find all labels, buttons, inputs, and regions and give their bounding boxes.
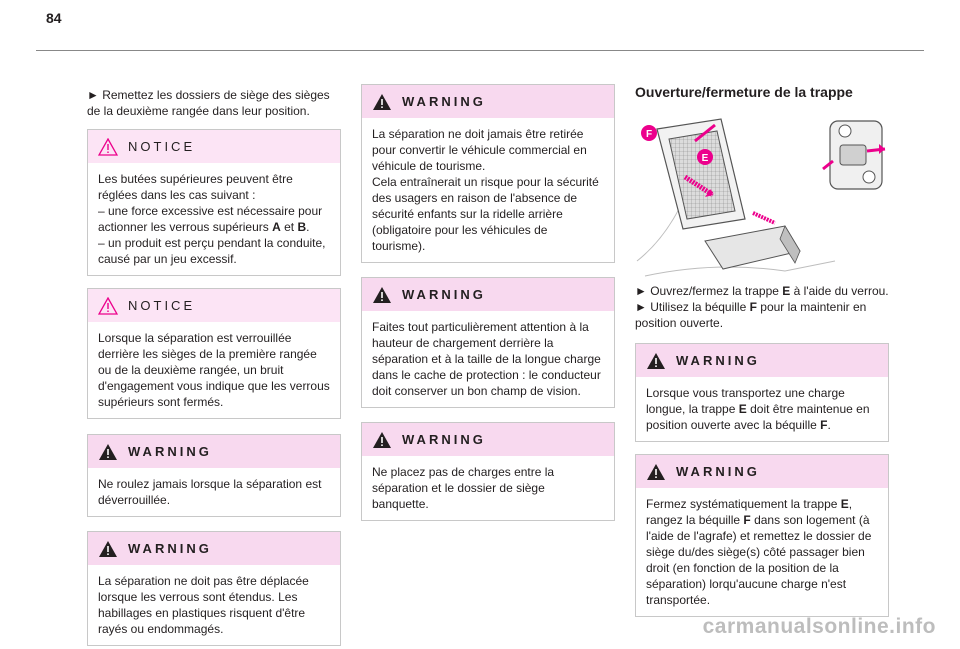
- notice-body: [88, 322, 340, 418]
- warning-title: WARNING: [402, 432, 486, 447]
- warning-triangle-icon: [98, 540, 118, 558]
- header-rule: [36, 50, 924, 51]
- steps: [635, 283, 889, 617]
- warning-body: [88, 468, 340, 516]
- notice-text: – une force excessive est nécessaire pour actionner les verrous supérieurs A et B.: [98, 204, 323, 234]
- callout-e: E: [701, 153, 709, 164]
- step-1: ► Ouvrez/fermez la trappe E à l'aide du verrou.: [635, 284, 889, 298]
- warning-triangle-icon: [646, 352, 666, 370]
- warning-body: [636, 377, 888, 441]
- notice-box-1: [87, 129, 341, 276]
- section-heading: Ouverture/fermeture de la trappe: [635, 84, 853, 100]
- step-2: ► Utilisez la béquille F pour la maintenir en position ouverte.: [635, 300, 867, 330]
- hatch-illustration: [635, 111, 889, 281]
- warning-title: WARNING: [402, 94, 486, 109]
- warning-header: [636, 455, 888, 488]
- notice-header: [88, 130, 340, 163]
- warning-box-1: [87, 434, 341, 517]
- column-3: [635, 84, 889, 607]
- callout-f: F: [645, 129, 653, 140]
- warning-triangle-icon: [372, 286, 392, 304]
- warning-body: [88, 565, 340, 645]
- intro-step: ► Remettez les dossiers de siège des sièges de la deuxième rangée dans leur position.: [87, 88, 330, 118]
- warning-title: WARNING: [676, 353, 760, 368]
- warning-header: [362, 85, 614, 118]
- warning-header: [88, 435, 340, 468]
- warning-body: [362, 456, 614, 520]
- warning-triangle-icon: [98, 443, 118, 461]
- warning-text: Lorsque vous transportez une charge longue, la trappe E doit être maintenue en position ouverte avec la béquille F.: [646, 386, 870, 432]
- warning-text: Ne placez pas de charges entre la séparation et le dossier de siège banquette.: [372, 465, 555, 511]
- caution-triangle-icon: [98, 297, 118, 315]
- warning-text: Fermez systématiquement la trappe E, rangez la béquille F dans son logement (à l'aide de l'agrafe) et remettez le dossier de siège du/des siège(s) côté passager bien droit (en fonction de la position de la séparation) lorqu'aucune charge n'est transportée.: [646, 497, 872, 607]
- notice-box-2: [87, 288, 341, 419]
- warning-box-4: [361, 277, 615, 408]
- warning-box-2: [87, 531, 341, 646]
- warning-header: [362, 278, 614, 311]
- warning-header: [88, 532, 340, 565]
- notice-text: Lorsque la séparation est verrouillée derrière les sièges de la première rangée ou de la deuxième rangée, un bruit d'engagement vous indique que les verrous supérieurs sont fermés.: [98, 331, 330, 409]
- warning-header: [362, 423, 614, 456]
- notice-text: Les butées supérieures peuvent être réglées dans les cas suivant :: [98, 172, 293, 202]
- warning-triangle-icon: [372, 431, 392, 449]
- column-1: [87, 87, 341, 646]
- notice-header: [88, 289, 340, 322]
- warning-title: WARNING: [402, 287, 486, 302]
- caution-triangle-icon: [98, 138, 118, 156]
- warning-title: WARNING: [128, 444, 212, 459]
- warning-text: Ne roulez jamais lorsque la séparation est déverrouillée.: [98, 477, 322, 507]
- warning-text: Faites tout particulièrement attention à la hauteur de chargement derrière la séparation et à la taille de la longue charge dans le cache de protection : le conducteur doit conserver un bon champ de vision.: [372, 320, 601, 398]
- warning-body: [362, 118, 614, 262]
- warning-box-6: [635, 343, 889, 442]
- warning-body: [362, 311, 614, 407]
- warning-header: [636, 344, 888, 377]
- watermark: carmanualsonline.info: [702, 615, 936, 638]
- warning-box-7: [635, 454, 889, 617]
- warning-box-3: [361, 84, 615, 263]
- notice-title: NOTICE: [128, 298, 196, 313]
- warning-box-5: [361, 422, 615, 521]
- notice-body: [88, 163, 340, 275]
- notice-title: NOTICE: [128, 139, 196, 154]
- warning-triangle-icon: [646, 463, 666, 481]
- warning-triangle-icon: [372, 93, 392, 111]
- warning-text: La séparation ne doit pas être déplacée lorsque les verrous sont étendus. Les habillages en plastiques risquent d'être rayés ou endommagés.: [98, 574, 309, 636]
- page-number: 84: [46, 10, 62, 26]
- column-2: [361, 84, 615, 521]
- notice-text: – un produit est perçu pendant la conduite, causé par un jeu excessif.: [98, 236, 326, 266]
- warning-title: WARNING: [128, 541, 212, 556]
- warning-text: La séparation ne doit jamais être retirée pour convertir le véhicule commercial en véhicule de tourisme.: [372, 127, 587, 173]
- warning-title: WARNING: [676, 464, 760, 479]
- warning-body: [636, 488, 888, 616]
- warning-text: Cela entraînerait un risque pour la sécurité des usagers en raison de l'absence de sécurité enfants sur la ridelle arrière (obligatoire pour les véhicules de tourisme).: [372, 175, 599, 253]
